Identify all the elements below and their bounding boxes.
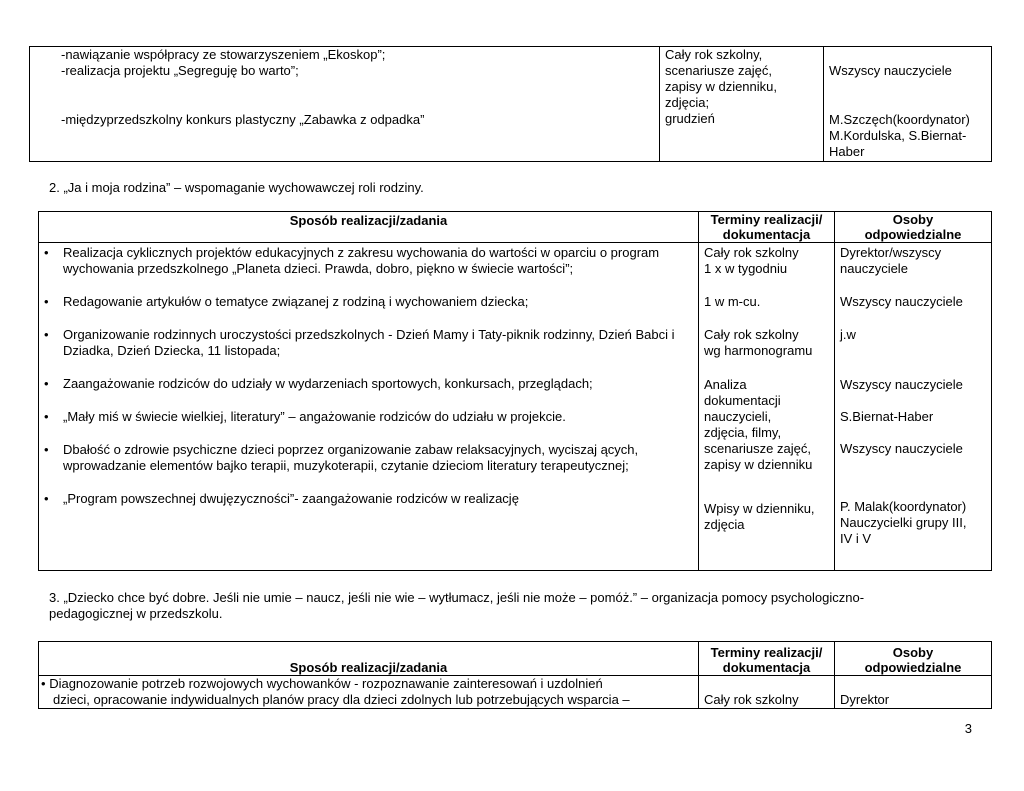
- term-line: Cały rok szkolny,: [665, 47, 763, 62]
- table-continuation: [29, 46, 992, 162]
- tasks-cell: [30, 47, 660, 162]
- tasks-cell: • Diagnozowanie potrzeb rozwojowych wychowanków - rozpoznawanie zainteresowań i uzdolnień dzieci, opracowanie indywidualnych planów pracy dla dzieci zdolnych lub potrzebujących wsparcia –: [39, 676, 699, 709]
- table-header-row: [39, 642, 992, 676]
- table-header-row: [39, 212, 992, 243]
- list-item: • Redagowanie artykułów o tematyce związanej z rodziną i wychowaniem dziecka;: [39, 294, 692, 310]
- page-number: 3: [964, 721, 972, 736]
- term-line: zapisy w dzienniku,: [665, 79, 777, 94]
- list-item: • Diagnozowanie potrzeb rozwojowych wychowanków - rozpoznawanie zainteresowań i uzdolnień: [41, 676, 603, 691]
- term-line: zdjęcia;: [665, 95, 710, 110]
- terms-cell: Cały rok szkolny 1 x w tygodniu 1 w m-cu. Cały rok szkolny wg harmonogramu Analiza dokumentacji nauczycieli, zdjęcia, filmy, scenariusze zajęć, zapisy w dzienniku Wpisy w dzienniku, zdjęcia: [699, 243, 835, 571]
- header-method: Sposób realizacji/zadania: [39, 212, 699, 243]
- header-terms: Terminy realizacji/ dokumentacja: [699, 642, 835, 676]
- task-line: -międzyprzedszkolny konkurs plastyczny „Zabawka z odpadka”: [61, 112, 425, 127]
- terms-cell: Cały rok szkolny: [699, 676, 835, 709]
- persons-cell: Dyrektor: [835, 676, 992, 709]
- table-row: [30, 47, 992, 162]
- bullet-icon: •: [41, 676, 46, 691]
- persons-cell: [824, 47, 992, 162]
- terms-cell: [660, 47, 824, 162]
- term-line: grudzień: [665, 111, 715, 126]
- section-2-heading: 2. „Ja i moja rodzina” – wspomaganie wychowawczej roli rodziny.: [49, 180, 424, 195]
- task-line: -realizacja projektu „Segreguję bo warto”;: [61, 63, 299, 78]
- task-line: -nawiązanie współpracy ze stowarzyszeniem „Ekoskop”;: [61, 47, 386, 62]
- table-row: [39, 676, 992, 709]
- persons-cell: Dyrektor/wszyscy nauczyciele Wszyscy nauczyciele j.w Wszyscy nauczyciele S.Biernat-Haber Wszyscy nauczyciele P. Malak(koordynator) Nauczycielki grupy III, IV i V: [835, 243, 992, 571]
- tasks-cell: [39, 243, 699, 571]
- table-section-3: [38, 641, 992, 709]
- header-terms: Terminy realizacji/ dokumentacja: [699, 212, 835, 243]
- list-item: • „Program powszechnej dwujęzyczności”- zaangażowanie rodziców w realizację: [39, 491, 692, 507]
- list-item: • Dbałość o zdrowie psychiczne dzieci poprzez organizowanie zabaw relaksacyjnych, wyciszaj ących, wprowadzanie elementów bajko terapii, muzykoterapii, czytanie dzieciom literatury terapeutycznej;: [39, 442, 692, 474]
- header-method: Sposób realizacji/zadania: [39, 642, 699, 676]
- person-line: Wszyscy nauczyciele: [829, 63, 952, 78]
- header-persons: Osoby odpowiedzialne: [835, 642, 992, 676]
- list-item: • Organizowanie rodzinnych uroczystości przedszkolnych - Dzień Mamy i Taty-piknik rodzinny, Dzień Babci i Dziadka, Dzień Dziecka, 11 listopada;: [39, 327, 692, 359]
- person-line: M.Kordulska, S.Biernat-: [829, 128, 967, 143]
- person-line: M.Szczęch(koordynator): [829, 112, 970, 127]
- header-persons: Osoby odpowiedzialne: [835, 212, 992, 243]
- section-3-heading: 3. „Dziecko chce być dobre. Jeśli nie umie – naucz, jeśli nie wie – wytłumacz, jeśli nie może – pomóż.” – organizacja pomocy psychologiczno- pedagogicznej w przedszkolu.: [49, 590, 865, 621]
- term-line: scenariusze zajęć,: [665, 63, 772, 78]
- table-section-2: [38, 211, 992, 571]
- list-item: • Zaangażowanie rodziców do udziały w wydarzeniach sportowych, konkursach, przeglądach;: [39, 376, 692, 392]
- person-line: Haber: [829, 144, 865, 159]
- table-row: [39, 243, 992, 571]
- list-item: • Realizacja cyklicznych projektów edukacyjnych z zakresu wychowania do wartości w oparciu o program wychowania przedszkolnego „Planeta dzieci. Prawda, dobro, piękno w świecie wartości”;: [39, 245, 692, 277]
- list-item: • „Mały miś w świecie wielkiej, literatury” – angażowanie rodziców do udziału w projekcie.: [39, 409, 692, 425]
